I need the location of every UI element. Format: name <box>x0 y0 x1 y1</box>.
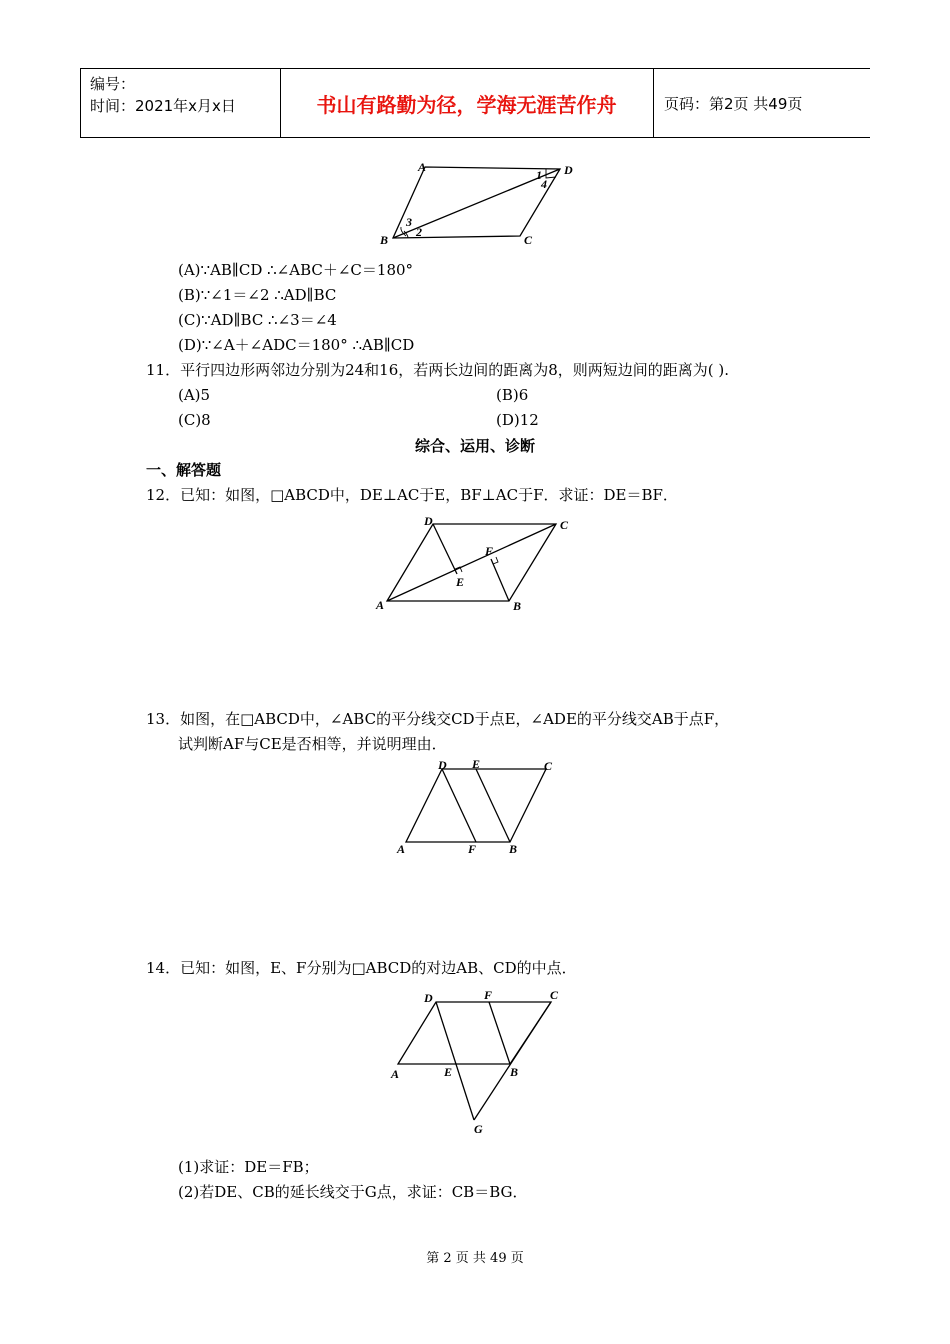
header-motto: 书山有路勤为径，学海无涯苦作舟 <box>316 92 617 117</box>
q13-label-a: A <box>397 842 406 856</box>
q14-label-c: C <box>550 988 559 1002</box>
q12-label-e: E <box>456 575 465 589</box>
q11-option-b: (B)6 <box>496 386 529 404</box>
q12-figure <box>370 510 580 615</box>
q12-label-f: F <box>485 544 494 558</box>
q10-figure <box>370 155 590 250</box>
q12-diagonal-ac <box>387 524 556 601</box>
q10-option-d: (D)∵∠A＋∠ADC＝180° ∴AB∥CD <box>178 336 415 354</box>
q13-parallelogram <box>406 769 546 842</box>
q14-part1: (1)求证：DE＝FB； <box>178 1158 319 1176</box>
header-page-info: 页码：第2页 共49页 <box>664 95 803 113</box>
q12-stem: 12．已知：如图，□ABCD中，DE⊥AC于E，BF⊥AC于F．求证：DE＝BF． <box>146 486 678 504</box>
q13-label-b: B <box>509 842 518 856</box>
q10-label-3: 3 <box>406 215 412 229</box>
q11-option-d: (D)12 <box>496 411 539 429</box>
header-date-label: 时间：2021年x月x日 <box>90 97 236 115</box>
q14-label-g: G <box>474 1122 483 1136</box>
q13-label-f: F <box>468 842 477 856</box>
q13-stem-line2: 试判断AF与CE是否相等，并说明理由． <box>178 735 447 753</box>
q13-segment-df <box>442 769 476 842</box>
q12-right-angle-f <box>493 557 498 564</box>
q14-part2: (2)若DE、CB的延长线交于G点，求证：CB＝BG． <box>178 1183 528 1201</box>
page-header <box>80 68 870 138</box>
q14-figure <box>385 983 570 1138</box>
q11-option-c: (C)8 <box>178 411 211 429</box>
q14-label-d: D <box>424 991 433 1005</box>
q13-figure <box>390 755 565 860</box>
q12-label-a: A <box>376 598 385 612</box>
q10-option-b: (B)∵∠1＝∠2 ∴AD∥BC <box>178 286 337 304</box>
section-title: 综合、运用、诊断 <box>414 437 535 455</box>
section-part-heading: 一、解答题 <box>146 461 222 479</box>
q10-label-4: 4 <box>541 177 547 191</box>
q14-stem: 14．已知：如图，E、F分别为□ABCD的对边AB、CD的中点． <box>146 959 577 977</box>
header-left-cell <box>90 73 236 117</box>
q14-segment-cg <box>474 1002 551 1120</box>
header-divider-2 <box>653 69 654 137</box>
q14-label-a: A <box>391 1067 400 1081</box>
q10-label-a: A <box>418 160 427 174</box>
q12-label-c: C <box>560 518 569 532</box>
page-footer: 第 2 页 共 49 页 <box>426 1251 524 1266</box>
q13-label-d: D <box>438 758 447 772</box>
q14-label-b: B <box>510 1065 519 1079</box>
q10-label-1: 1 <box>536 168 542 182</box>
q10-option-c: (C)∵AD∥BC ∴∠3＝∠4 <box>178 311 337 329</box>
q12-segment-bf <box>491 559 509 601</box>
q14-label-e: E <box>444 1065 453 1079</box>
header-number-label: 编号： <box>90 75 136 93</box>
q11-option-a: (A)5 <box>178 386 211 404</box>
q13-stem-line1: 13．如图，在□ABCD中，∠ABC的平分线交CD于点E，∠ADE的平分线交AB于点F， <box>146 710 730 728</box>
q14-parallelogram <box>398 1002 551 1064</box>
q10-label-c: C <box>524 233 533 247</box>
q14-segment-fb <box>489 1002 510 1064</box>
q10-label-d: D <box>564 163 573 177</box>
q14-segment-dg <box>436 1002 474 1120</box>
q11-stem: 11．平行四边形两邻边分别为24和16，若两长边间的距离为8，则两短边间的距离为( ). <box>146 361 730 379</box>
q13-label-e: E <box>472 757 481 771</box>
q12-segment-de <box>433 524 457 574</box>
q14-label-f: F <box>484 988 493 1002</box>
header-border-left <box>80 69 81 137</box>
q10-option-a: (A)∵AB∥CD ∴∠ABC＋∠C＝180° <box>178 261 414 279</box>
q13-segment-be <box>476 769 510 842</box>
q10-label-b: B <box>380 233 389 247</box>
q12-label-b: B <box>513 599 522 613</box>
q10-label-2: 2 <box>416 225 422 239</box>
q13-label-c: C <box>544 759 553 773</box>
q12-label-d: D <box>424 514 433 528</box>
